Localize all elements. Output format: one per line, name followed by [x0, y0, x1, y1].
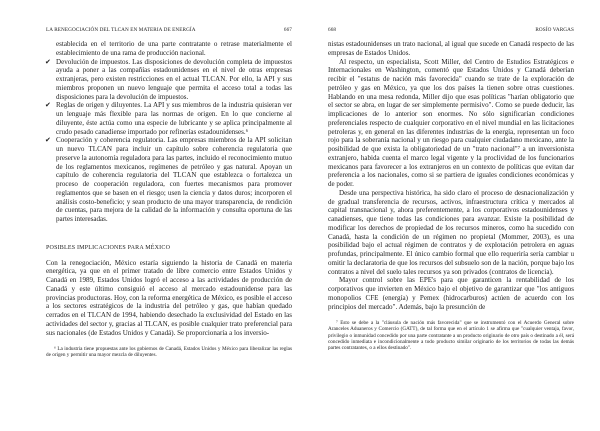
footnote: ⁶ La industria tiene propuestas ante los gobiernos de Canadá, Estados Unidos y México para liberalizar las reglas de origen y permitir una mayor mezcla de diluyentes.: [46, 346, 292, 359]
running-head: LA RENEGOCIACIÓN DEL TLCAN EN MATERIA DE ENERGÍA: [46, 27, 196, 33]
body-paragraph: Mayor control sobre las EPE's para que garanticen la rentabilidad de los corporativos que invierten en México bajo el objetivo de garantizar que "los antiguos monopolios CFE (energía) y Pemex (hidrocarburos) actúen de acuerdo con los principios del mercado". Además, bajo la presunción de: [328, 276, 574, 311]
page-body: [46, 40, 292, 359]
bullet-text: Reglas de origen y diluyentes. La API y sus miembros de la industria quisieran ver un lenguaje más flexible para las normas de origen. En lo que concierne al diluyente, éste actúa como una especie de lubricante y se aplica principalmente al crudo pesado canadiense importado por refinerías estadounidenses.⁶: [56, 101, 292, 136]
section-heading: POSIBLES IMPLICACIONES PARA MÉXICO: [46, 244, 171, 251]
bullet-list: [46, 58, 292, 224]
list-item: [46, 101, 292, 136]
checkmark-icon: ✔: [45, 57, 51, 66]
page-number: 667: [283, 27, 292, 33]
page-number: 668: [328, 27, 337, 33]
page-header: [46, 27, 292, 37]
checkmark-icon: ✔: [45, 136, 51, 145]
body-paragraph: nistas estadounidenses un trato nacional, al igual que sucede en Canadá respecto de las empresas de Estados Unidos.: [328, 40, 574, 57]
body-paragraph: Con la renegociación, México estaría siguiendo la historia de Canadá en materia energética, ya que en el primer tratado de libre comercio entre Estados Unidos y Canadá en 1989, Estados Unidos logró el acceso a las actividades de producción de Canadá y este último consiguió el acceso al mercado estadounidense para las provincias productoras. Hoy, con la reforma energética de México, es posible el acceso a los sectores estratégicos de la industria del petróleo y gas, que habían quedado cerrados en el TLCAN de 1994, habiendo desechado la exclusividad del Estado en las actividades del sector y, gracias al TLCAN, es posible cualquier trato preferencial para sus nacionales (de Estados Unidos y Canadá). Se proporcionaría a los inversio-: [46, 258, 292, 337]
page-header: [328, 27, 574, 37]
list-item: [46, 58, 292, 102]
bullet-text: Cooperación y coherencia regulatoria. Las empresas miembros de la API solicitan un nuevo TLCAN para incluir un capítulo sobre coherencia regulatoria que preserve la autonomía reguladora para las partes, incluido el reconocimiento mutuo de los reglamentos mexicanos, regímenes de petróleo y gas natural. Apoyan un capítulo de coherencia regulatoria del TLCAN que establezca o fortalezca un proceso de cooperación reguladora, con fuertes mecanismos para promover reglamentos que se basen en el riesgo; usen la ciencia y datos duros; incorporen el análisis costo-beneficio; y sean producto de una mayor transparencia, de rendición de cuentas, para mejora de la calidad de la información y consulta oportuna de las partes interesadas.: [56, 136, 292, 223]
checkmark-icon: ✔: [45, 101, 51, 110]
footnote: ⁷ Esto se debe a la "cláusula de nación más favorecida" que se instrumentó con el Acuerdo General sobre Aranceles Aduaneros y Comercio (GATT), de tal forma que en el artículo 1 se afirma que "cualquier ventaja, favor, privilegio o inmunidad concedido por una parte contratante a un producto originario de otro país o destinado a él, será concedido inmediata e incondicionalmente a todo producto similar originario de los territorios de todas las demás partes contratantes, o a ellos destinado".: [328, 320, 574, 352]
body-paragraph: Desde una perspectiva histórica, ha sido claro el proceso de desnacionalización y de gradual transferencia de recursos, activos, infraestructura crítica y mercados al capital transnacional y, ahora preferentemente, a los corporativos estadounidenses y canadienses, que tiene todas las condiciones para avanzar. Existe la posibilidad de modificar los derechos de propiedad de los recursos mineros, como ha sucedido con Canadá, hasta la condición de un régimen no propietal (Mommer, 2003), es una posibilidad bajo el actual régimen de contratos y de explotación petrolera en aguas profundas, principalmente. El único cambio formal que ello requeriría sería cambiar u omitir la declaratoria de que los recursos del subsuelo son de la nación, porque bajo los contratos a nivel del suelo tales recursos ya son privados (contratos de licencia).: [328, 188, 574, 276]
body-paragraph: Al respecto, un especialista, Scott Miller, del Centro de Estudios Estratégicos e Internacionales en Washington, comentó que Estados Unidos y Canadá deberían recibir el "estatus de nación más favorecida" cuando se trate de la exploración de petróleo y gas en México, ya que los dos países la tienen sobre otras cuestiones. Hablando en una mesa redonda, Miller dijo que esas políticas "harían obligatorio que el sector se abra, en lugar de ser simplemente permisivo". Como se puede deducir, las implicaciones de lo anterior son enormes. No sólo significarían condiciones preferenciales respecto de cualquier corporativo en el nivel mundial en las licitaciones petroleras y, en general en las diferentes industrias de la energía, representan un foco rojo para la soberanía nacional y un riesgo para cualquier ciudadano mexicano, ante la posibilidad de que exista la obligatoriedad de un "trato nacional"⁷ a un inversionista extranjero, habida cuenta el marco legal vigente y la proclividad de los funcionarios mexicanos para favorecer a los extranjeros en un contexto de políticas que evitan dar preferencia a los nacionales, como si se partiera de iguales condiciones económicas y de poder.: [328, 57, 574, 188]
page-body: [328, 40, 574, 351]
list-item: [46, 136, 292, 224]
bullet-text: Devolución de impuestos. Las disposiciones de devolución completa de impuestos ayuda a poner a las compañías estadounidenses en el nivel de otras empresas extranjeras, pero existen restricciones en el actual TLCAN. Por ello, la API y sus miembros proponen un nuevo lenguaje que permita el acceso total a todas las disposiciones para la devolución de impuestos.: [56, 57, 292, 101]
bullet-continuation: establecida en el territorio de una parte contratante o retrase materialmente el establecimiento de una rama de producción nacional.: [56, 40, 292, 57]
running-head: ROSÍO VARGAS: [535, 27, 574, 33]
